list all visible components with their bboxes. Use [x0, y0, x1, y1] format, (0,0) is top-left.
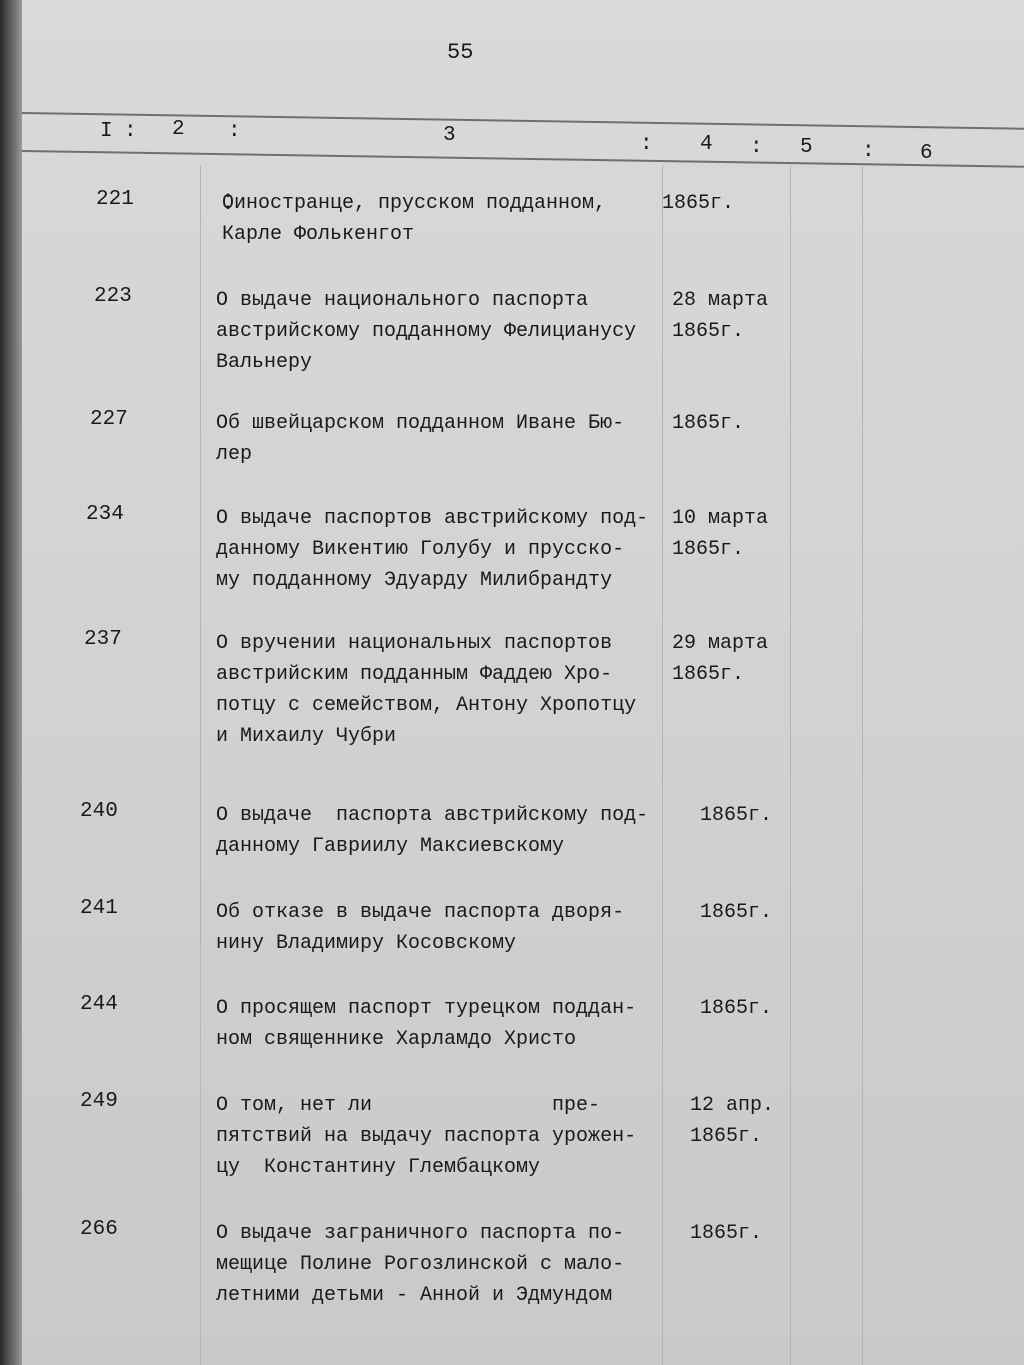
- entry-number: 266: [80, 1218, 118, 1241]
- entry-number: 237: [84, 628, 122, 651]
- entry-date: 28 марта 1865г.: [672, 289, 769, 343]
- entry-text: Об отказе в выдаче паспорта дворя- нину Владимиру Косовскому: [216, 901, 625, 955]
- column-divider: [862, 165, 863, 1365]
- entry-number: 240: [80, 800, 118, 823]
- entry-text: О выдаче паспортов австрийскому под- данному Викентию Голубу и прусско- му подданному Эдуарду Милибрандту: [216, 507, 649, 592]
- entry-text: О выдаче заграничного паспорта по- мещице Полине Рогозлинской с мало- летними детьми - Анной и Эдмундом: [216, 1222, 625, 1307]
- column-header-1: I: [100, 120, 113, 143]
- column-separator: :: [750, 136, 763, 159]
- entry-text: О просящем паспорт турецком поддан- ном священнике Харламдо Христо: [216, 997, 637, 1051]
- entry-date: 12 апр. 1865г.: [690, 1094, 775, 1148]
- entry-text: О вручении национальных паспортов австрийским подданным Фаддею Хро- потцу с семейством, Антону Хропотцу и Михаилу Чубри: [216, 632, 637, 748]
- binder-edge: [0, 0, 22, 1365]
- entry-date: 1865г.: [700, 804, 773, 827]
- entry-text: О том, нет ли пре- пятствий на выдачу паспорта урожен- цу Константину Глембацкому: [216, 1094, 637, 1179]
- column-separator: :: [640, 133, 653, 156]
- column-header-5: 5: [800, 136, 813, 159]
- column-header-2: 2: [172, 118, 185, 141]
- column-header-4: 4: [700, 133, 713, 156]
- entry-number: 249: [80, 1090, 118, 1113]
- entry-date: 1865г.: [690, 1222, 763, 1245]
- entry-text: О выдаче национального паспорта австрийскому подданному Фелицианусу Вальнеру: [216, 289, 637, 374]
- entry-text: О выдаче паспорта австрийскому под- данному Гавриилу Максиевскому: [216, 804, 649, 858]
- entry-date: 1865г.: [672, 412, 745, 435]
- column-divider: [790, 165, 791, 1365]
- column-divider: [200, 165, 201, 1365]
- column-header-3: 3: [443, 124, 456, 147]
- column-separator: :: [124, 120, 137, 143]
- entry-number: 223: [94, 285, 132, 308]
- entry-number: 241: [80, 897, 118, 920]
- entry-number: 234: [86, 503, 124, 526]
- entry-number: 227: [90, 408, 128, 431]
- column-separator: :: [228, 120, 241, 143]
- entry-text: Об швейцарском подданном Иване Бю- лер: [216, 412, 625, 466]
- entry-date: 1865г.: [700, 997, 773, 1020]
- entry-date: 29 марта 1865г.: [672, 632, 769, 686]
- page-number: 55: [447, 40, 474, 65]
- entry-number: 244: [80, 993, 118, 1016]
- column-header-6: 6: [920, 142, 933, 165]
- entry-date: 1865г.: [662, 192, 735, 215]
- entry-text: Ѻиностранце, прусском подданном, Карле Фолькенгот: [222, 192, 607, 246]
- entry-number: 221: [96, 188, 134, 211]
- entry-date: 10 марта 1865г.: [672, 507, 769, 561]
- column-separator: :: [862, 140, 875, 163]
- entry-date: 1865г.: [700, 901, 773, 924]
